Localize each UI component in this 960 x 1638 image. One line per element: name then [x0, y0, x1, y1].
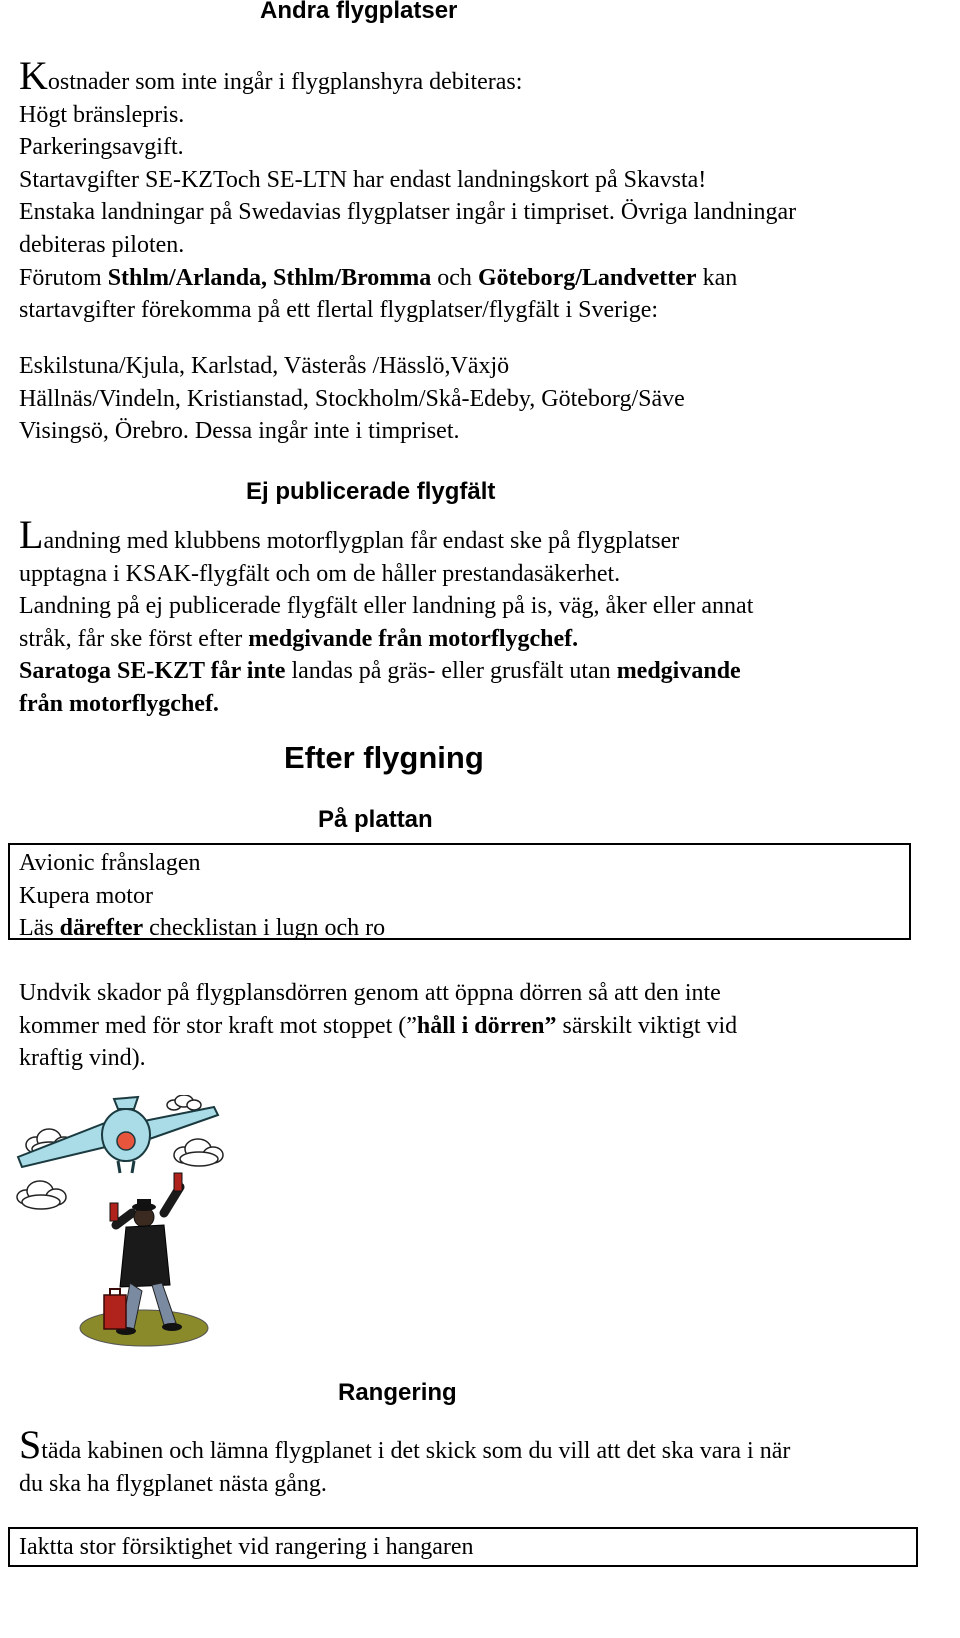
ground-ellipse — [80, 1310, 208, 1346]
paragraph-line: debiteras piloten. — [19, 231, 185, 258]
checklist-item: Kupera motor — [19, 882, 153, 909]
door-paragraph — [19, 977, 939, 1075]
paragraph-line: från motorflygchef. — [19, 690, 219, 717]
paragraph-line: Högt bränslepris. — [19, 101, 185, 128]
cloud-icon — [174, 1139, 223, 1166]
paragraph-line: Kostnader som inte ingår i flygplanshyra debiteras: — [19, 53, 523, 98]
paragraph-line: Landning med klubbens motorflygplan får endast ske på flygplatser — [19, 512, 680, 557]
section-rangering — [19, 1422, 949, 1500]
cloud-icon — [167, 1095, 201, 1110]
paragraph-line: Enstaka landningar på Swedavias flygplatser ingår i timpriset. Övriga landningar — [19, 199, 797, 226]
checklist-box — [8, 843, 911, 940]
paragraph-line: kraftig vind). — [19, 1045, 146, 1072]
rangering-warning-box — [8, 1527, 918, 1567]
paragraph-line: Eskilstuna/Kjula, Karlstad, Västerås /Hässlö,Växjö — [19, 353, 510, 379]
paragraph-line: startavgifter förekomma på ett flertal flygplatser/flygfält i Sverige: — [19, 297, 659, 324]
drop-cap: S — [19, 1422, 42, 1467]
paragraph-line: stråk, får ske först efter medgivande från motorflygchef. — [19, 625, 579, 652]
section-ej-publicerade — [19, 512, 939, 721]
airport-list — [19, 350, 939, 448]
marshaller-illustration — [14, 1095, 254, 1355]
subheading-pa-plattan: På plattan — [318, 806, 433, 833]
paragraph-line: Startavgifter SE-KZToch SE-LTN har endast landningskort på Skavsta! — [19, 166, 707, 193]
paragraph-line: Städa kabinen och lämna flygplanet i det skick som du vill att det ska vara i när — [19, 1422, 791, 1467]
drop-cap: L — [19, 512, 44, 557]
paragraph-line: Förutom Sthlm/Arlanda, Sthlm/Bromma och Göteborg/Landvetter kan — [19, 264, 738, 291]
cloud-icon — [17, 1181, 66, 1209]
paragraph-line: du ska ha flygplanet nästa gång. — [19, 1470, 327, 1497]
paragraph-line: kommer med för stor kraft mot stoppet (”håll i dörren” särskilt viktigt vid — [19, 1012, 738, 1039]
paragraph-line: Undvik skador på flygplansdörren genom att öppna dörren så att den inte — [19, 980, 721, 1006]
checklist-item: Avionic frånslagen — [19, 850, 201, 876]
section-andra-flygplatser — [19, 53, 939, 327]
drop-cap: K — [19, 53, 48, 98]
paragraph-line: Hällnäs/Vindeln, Kristianstad, Stockholm/Skå-Edeby, Göteborg/Säve — [19, 385, 685, 412]
heading-rangering: Rangering — [338, 1379, 457, 1406]
paragraph-line: Visingsö, Örebro. Dessa ingår inte i timpriset. — [19, 418, 460, 445]
checklist-item: Läs därefter checklistan i lugn och ro — [19, 915, 386, 942]
suitcase-icon — [104, 1289, 126, 1329]
paragraph-line: Saratoga SE-KZT får inte landas på gräs- eller grusfält utan medgivande — [19, 658, 741, 685]
heading-andra-flygplatser: Andra flygplatser — [260, 0, 458, 24]
warning-text: Iaktta stor försiktighet vid rangering i hangaren — [19, 1534, 474, 1560]
paragraph-line: upptagna i KSAK-flygfält och om de håller prestandasäkerhet. — [19, 560, 621, 587]
heading-ej-publicerade: Ej publicerade flygfält — [246, 478, 496, 505]
paragraph-line: Parkeringsavgift. — [19, 134, 184, 161]
heading-efter-flygning: Efter flygning — [284, 740, 484, 775]
paragraph-line: Landning på ej publicerade flygfält eller landning på is, väg, åker eller annat — [19, 593, 754, 620]
